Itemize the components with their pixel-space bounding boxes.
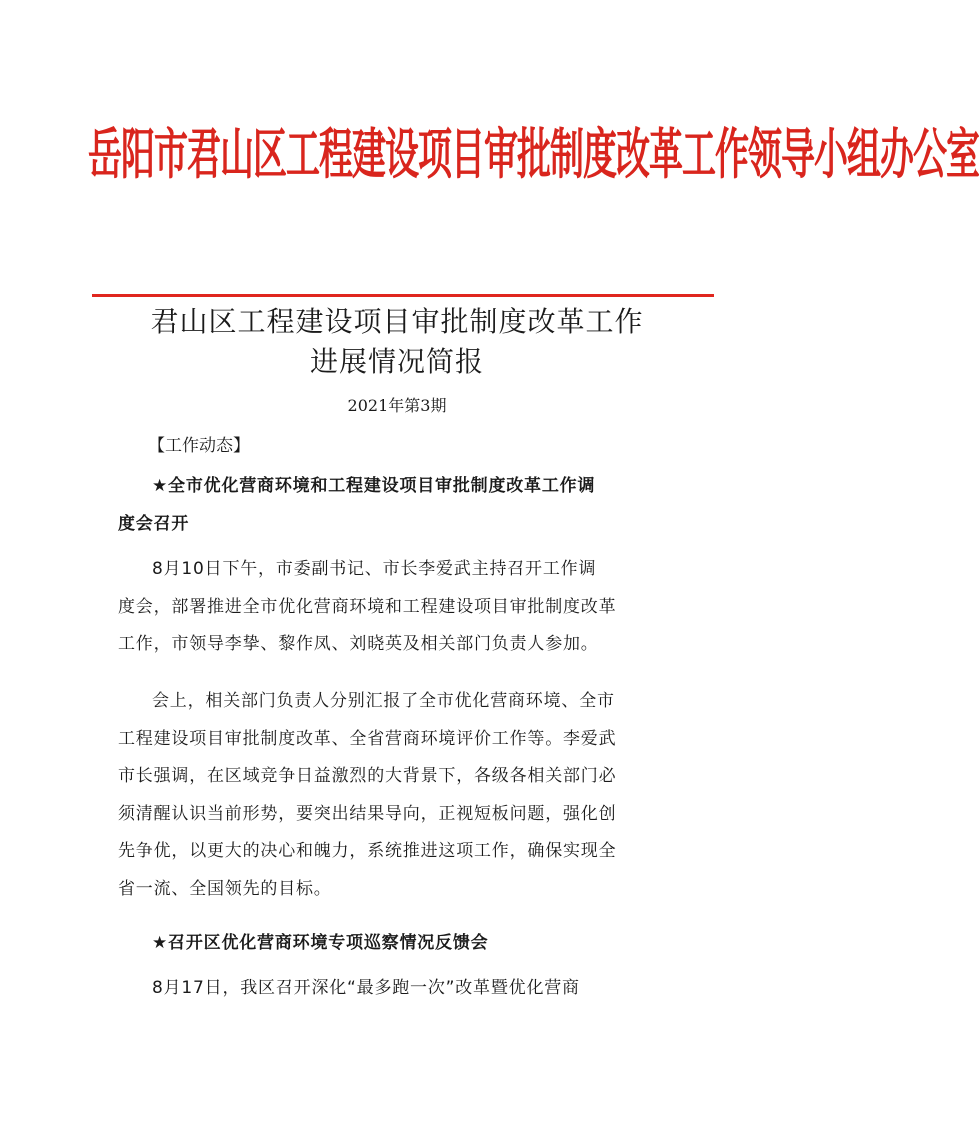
paragraph-3-line: 8月17日，我区召开深化“最多跑一次”改革暨优化营商 <box>152 978 580 998</box>
headline-1-line-2: 度会召开 <box>118 513 190 534</box>
issue-number: 2021年第3期 <box>347 396 447 415</box>
report-title-line-2: 进展情况简报 <box>309 345 484 378</box>
headline-2-line: ★召开区优化营商环境专项巡察情况反馈会 <box>152 933 489 953</box>
paragraph-1-line: 度会，部署推进全市优化营商环境和工程建设项目审批制度改革 <box>118 596 617 617</box>
paragraph-2-line: 先争优，以更大的决心和魄力，系统推进这项工作，确保实现全 <box>118 841 617 861</box>
masthead-title: 岳阳市君山区工程建设项目审批制度改革工作领导小组办公室 <box>88 123 979 188</box>
paragraph-2-line: 会上，相关部门负责人分别汇报了全市优化营商环境、全市 <box>152 691 615 711</box>
paragraph-2-line: 省一流、全国领先的目标。 <box>118 878 332 899</box>
paragraph-1-line: 8月10日下午，市委副书记、市长李爱武主持召开工作调 <box>152 559 597 579</box>
headline-1-line-1: ★全市优化营商环境和工程建设项目审批制度改革工作调 <box>152 476 596 496</box>
headline-1 <box>118 468 674 543</box>
paragraph-2-line: 市长强调，在区域竞争日益激烈的大背景下，各级各相关部门必 <box>118 766 617 786</box>
paragraph-2 <box>118 683 674 908</box>
paragraph-3 <box>118 970 674 1008</box>
section-tag: 【工作动态】 <box>148 436 250 456</box>
paragraph-1 <box>118 551 674 664</box>
report-title-line-1: 君山区工程建设项目审批制度改革工作 <box>150 305 644 338</box>
red-divider <box>92 294 714 297</box>
paragraph-2-line: 须清醒认识当前形势，要突出结果导向，正视短板问题，强化创 <box>118 803 617 824</box>
paragraph-1-line: 工作，市领导李挚、黎作凤、刘晓英及相关部门负责人参加。 <box>118 634 599 654</box>
paragraph-2-line: 工程建设项目审批制度改革、全省营商环境评价工作等。李爱武 <box>118 728 617 749</box>
headline-2 <box>118 925 674 963</box>
